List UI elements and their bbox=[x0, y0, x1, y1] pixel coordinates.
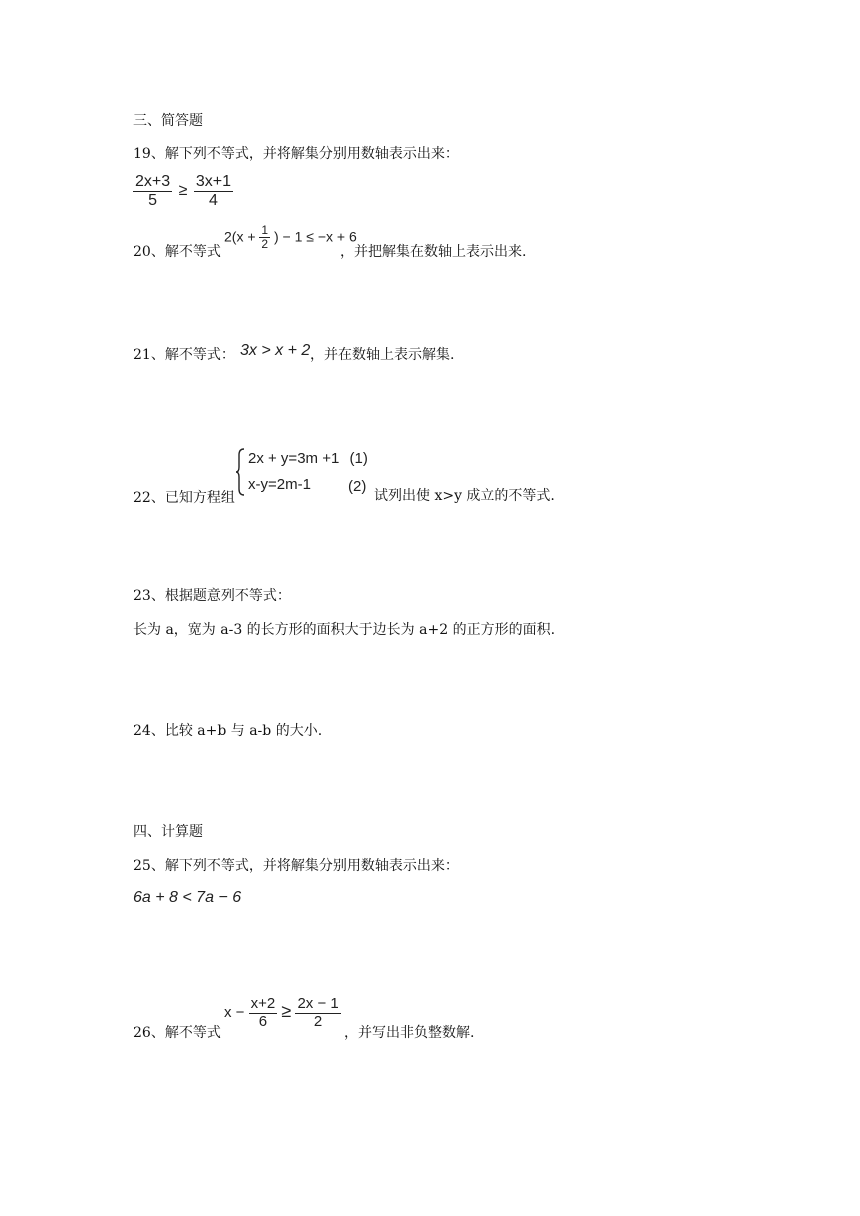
q22-eq2: x-y=2m-1 bbox=[248, 476, 311, 493]
q20-expr-a: 2(x + bbox=[224, 228, 256, 245]
q19-rhs-denominator: 4 bbox=[208, 191, 218, 209]
question-22-suffix: 试列出使 x>y 成立的不等式. bbox=[374, 488, 555, 504]
question-26-suffix: ，并写出非负整数解. bbox=[344, 1025, 475, 1041]
question-20-suffix: ，并把解集在数轴上表示出来. bbox=[340, 244, 527, 260]
q26-operator: ≥ bbox=[281, 1000, 292, 1021]
question-25: 25、解下列不等式，并将解集分别用数轴表示出来： bbox=[133, 858, 459, 874]
question-22-prefix: 22、已知方程组 bbox=[133, 490, 235, 506]
question-23-detail: 长为 a，宽为 a-3 的长方形的面积大于边长为 a+2 的正方形的面积. bbox=[133, 622, 556, 638]
q22-eq1: 2x + y=3m +1 bbox=[248, 450, 340, 467]
q26-frac1-num: x+2 bbox=[250, 995, 276, 1012]
q19-rhs-numerator: 3x+1 bbox=[195, 173, 231, 190]
section-4-title: 四、计算题 bbox=[133, 824, 203, 840]
question-20-prefix: 20、解不等式 bbox=[133, 244, 221, 260]
question-23: 23、根据题意列不等式： bbox=[133, 588, 291, 604]
section-3-title: 三、简答题 bbox=[133, 113, 203, 129]
question-26-prefix: 26、解不等式 bbox=[133, 1025, 221, 1041]
q20-frac-num: 1 bbox=[261, 223, 269, 237]
q22-eq2-tag: (2) bbox=[348, 478, 367, 495]
question-19: 19、解下列不等式，并将解集分别用数轴表示出来： bbox=[133, 146, 459, 162]
q25-inequality: 6a + 8 < 7a − 6 bbox=[133, 889, 242, 906]
q20-frac-den: 2 bbox=[261, 237, 269, 252]
q19-lhs-denominator: 5 bbox=[148, 191, 158, 209]
q26-inequality bbox=[224, 996, 341, 1030]
q20-inequality bbox=[224, 224, 357, 251]
q21-inequality: 3x > x + 2 bbox=[240, 342, 311, 359]
q26-x: x − bbox=[224, 1003, 245, 1021]
question-21-suffix: ，并在数轴上表示解集. bbox=[310, 347, 455, 363]
q26-frac2-num: 2x − 1 bbox=[297, 995, 339, 1012]
q19-operator: ≥ bbox=[178, 182, 188, 200]
q26-frac2-den: 2 bbox=[313, 1012, 323, 1030]
q26-frac1-den: 6 bbox=[258, 1012, 268, 1030]
q19-inequality bbox=[133, 173, 233, 209]
q22-eq1-tag: (1) bbox=[349, 450, 368, 467]
question-24: 24、比较 a+b 与 a-b 的大小. bbox=[133, 723, 323, 739]
question-21-prefix: 21、解不等式： bbox=[133, 347, 235, 363]
q20-expr-b: ) − 1 ≤ −x + 6 bbox=[273, 228, 357, 245]
left-brace-icon bbox=[236, 448, 246, 496]
q19-lhs-numerator: 2x+3 bbox=[135, 173, 171, 190]
